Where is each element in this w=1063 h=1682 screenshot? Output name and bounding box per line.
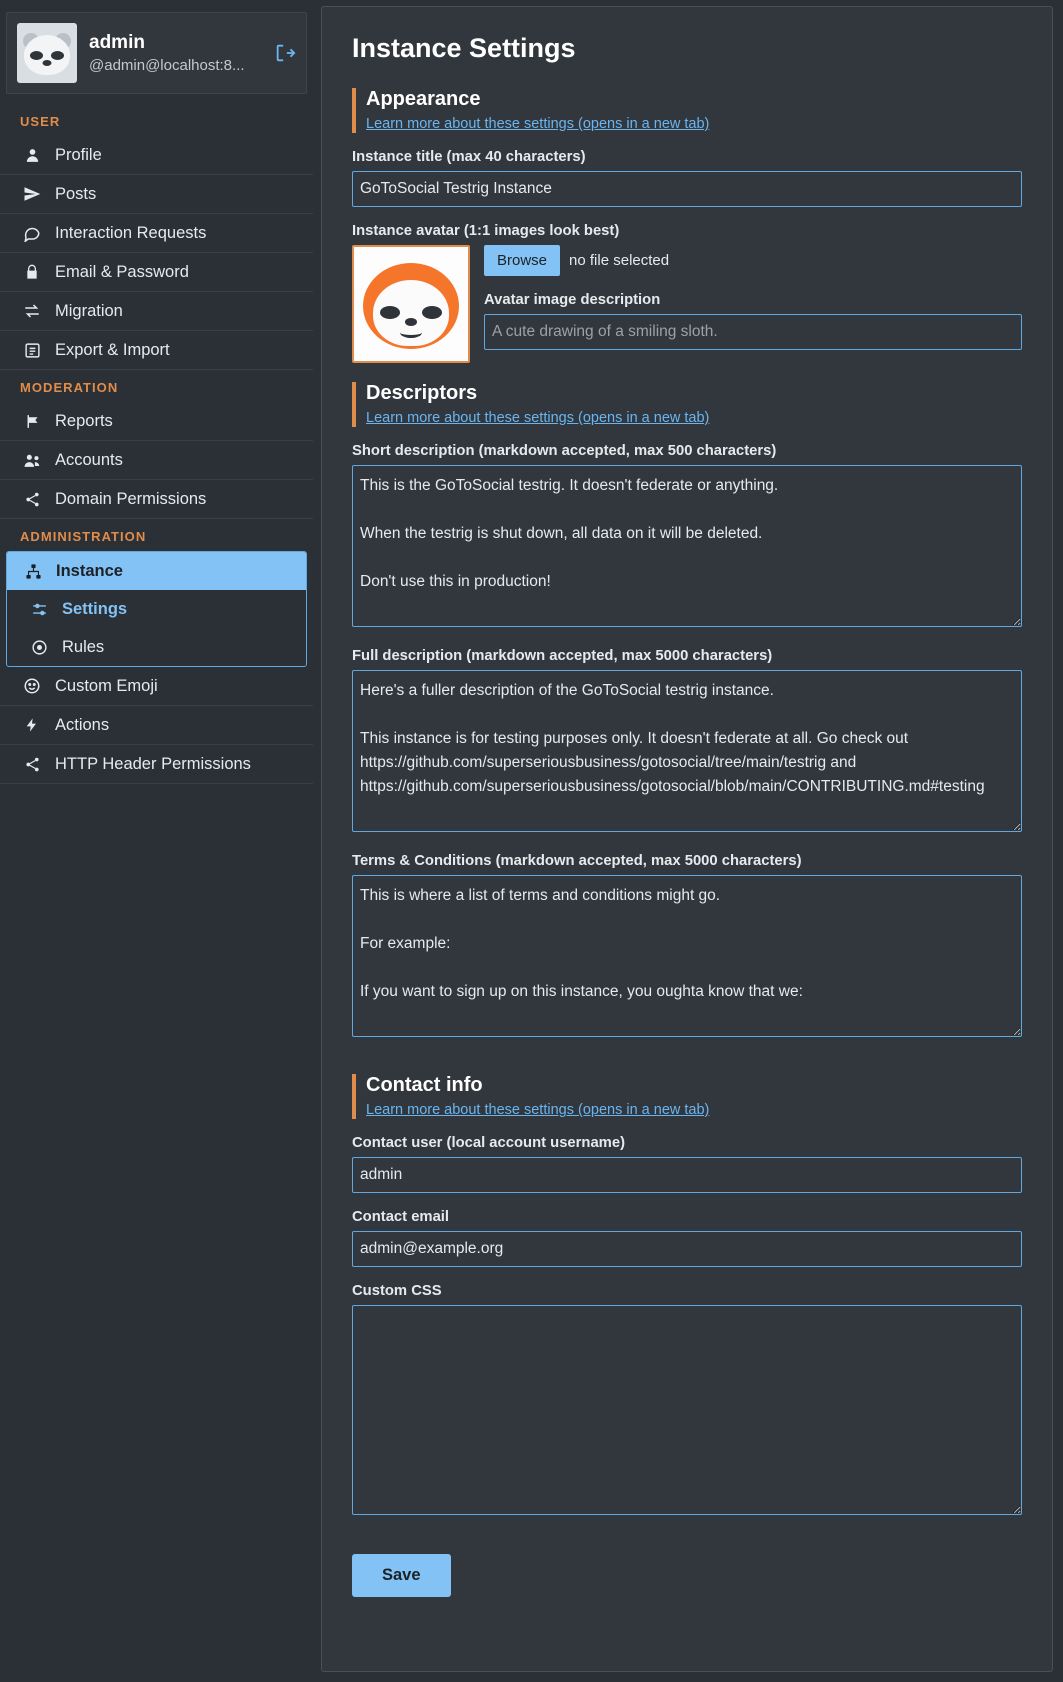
custom-css-field (352, 1283, 1022, 1520)
sidebar-item-label: Actions (55, 715, 110, 734)
contact-email-input[interactable] (352, 1231, 1022, 1267)
sidebar-item-label: Domain Permissions (55, 489, 207, 508)
instance-title-field (352, 149, 1022, 207)
nav-section-administration: ADMINISTRATION (20, 529, 147, 544)
full-description-textarea[interactable] (352, 670, 1022, 832)
sidebar-item-label: Custom Emoji (55, 676, 158, 695)
lock-icon (22, 262, 42, 282)
sidebar-item-label: HTTP Header Permissions (55, 754, 251, 773)
paper-plane-icon (22, 184, 42, 204)
archive-icon (22, 340, 42, 360)
account-name: admin (89, 31, 145, 53)
avatar-description-label: Avatar image description (484, 292, 661, 308)
sidebar-item-custom-emoji[interactable] (0, 667, 313, 706)
short-description-field (352, 443, 1022, 632)
comment-icon (22, 223, 42, 243)
sidebar-item-actions[interactable] (0, 706, 313, 745)
contact-user-field (352, 1135, 1022, 1193)
sidebar-item-reports[interactable] (0, 402, 313, 441)
sidebar-item-label: Instance (56, 561, 123, 580)
terms-conditions-textarea[interactable] (352, 875, 1022, 1037)
account-handle: @admin@localhost:8... (89, 57, 245, 75)
terms-conditions-field (352, 853, 1022, 1042)
full-description-label: Full description (markdown accepted, max 5000 characters) (352, 648, 773, 665)
sidebar-item-label: Email & Password (55, 262, 189, 281)
sidebar-item-label: Export & Import (55, 340, 170, 359)
appearance-learn-more-link[interactable]: Learn more about these settings (opens in a new tab) (366, 116, 710, 132)
nav-list-administration (0, 667, 313, 784)
sliders-icon (29, 599, 49, 619)
terms-conditions-label: Terms & Conditions (markdown accepted, max 5000 characters) (352, 853, 802, 870)
nav-section-moderation: MODERATION (20, 380, 119, 395)
sidebar-item-label: Posts (55, 184, 97, 203)
descriptors-heading: Descriptors (366, 382, 478, 404)
contact-user-label: Contact user (local account username) (352, 1135, 625, 1152)
sidebar-item-accounts[interactable] (0, 441, 313, 480)
avatar-description-field (484, 292, 1022, 350)
page-title: Instance Settings (352, 33, 576, 63)
share-nodes-icon (22, 754, 42, 774)
sidebar-item-profile[interactable] (0, 136, 313, 175)
custom-css-label: Custom CSS (352, 1283, 442, 1300)
contact-section-header (352, 1074, 1022, 1119)
contact-heading: Contact info (366, 1074, 483, 1097)
browse-button[interactable]: Browse (484, 245, 560, 276)
short-description-textarea[interactable] (352, 465, 1022, 627)
sitemap-icon (23, 561, 43, 581)
sidebar-item-label: Accounts (55, 450, 123, 469)
user-icon (22, 145, 42, 165)
instance-avatar-preview (352, 245, 470, 363)
instance-avatar-field (352, 223, 1022, 366)
file-status-label: no file selected (569, 252, 670, 269)
instance-avatar-label: Instance avatar (1:1 images look best) (352, 223, 620, 239)
sidebar-item-label: Profile (55, 145, 102, 164)
full-description-field (352, 648, 1022, 837)
account-text (89, 32, 262, 75)
contact-user-input[interactable] (352, 1157, 1022, 1193)
sidebar-subitem-label: Rules (62, 637, 105, 656)
contact-email-field (352, 1209, 1022, 1267)
sidebar-item-domain-permissions[interactable] (0, 480, 313, 519)
descriptors-learn-more-link[interactable]: Learn more about these settings (opens in a new tab) (366, 410, 710, 426)
instance-title-label: Instance title (max 40 characters) (352, 149, 586, 165)
share-nodes-icon (22, 489, 42, 509)
instance-settings-panel (321, 6, 1053, 1672)
instance-title-input[interactable] (352, 171, 1022, 207)
custom-css-textarea[interactable] (352, 1305, 1022, 1515)
appearance-section-header (352, 88, 1022, 133)
sidebar-item-http-header-permissions[interactable] (0, 745, 313, 784)
sidebar-item-posts[interactable] (0, 175, 313, 214)
circle-dot-icon (29, 637, 49, 657)
descriptors-section-header (352, 382, 1022, 427)
nav-list-user (0, 136, 313, 370)
short-description-label: Short description (markdown accepted, max 500 characters) (352, 443, 777, 459)
sidebar-item-instance[interactable] (7, 552, 306, 590)
appearance-heading: Appearance (366, 88, 481, 110)
flag-icon (22, 411, 42, 431)
sidebar-item-email-password[interactable] (0, 253, 313, 292)
sidebar-item-interaction-requests[interactable] (0, 214, 313, 253)
sidebar-item-export-import[interactable] (0, 331, 313, 370)
users-icon (22, 450, 42, 470)
sidebar-subitem-label: Settings (62, 599, 128, 618)
sidebar-item-migration[interactable] (0, 292, 313, 331)
sidebar-item-instance-settings[interactable] (7, 590, 306, 628)
avatar-description-input[interactable] (484, 314, 1022, 350)
logout-icon[interactable] (274, 42, 296, 64)
sidebar (0, 0, 313, 1682)
sidebar-item-label: Interaction Requests (55, 223, 207, 242)
sidebar-item-instance-rules[interactable] (7, 628, 306, 666)
contact-email-label: Contact email (352, 1209, 450, 1226)
sidebar-item-label: Reports (55, 411, 113, 430)
sidebar-group-instance (6, 551, 307, 667)
bolt-icon (22, 715, 42, 735)
sidebar-item-label: Migration (55, 301, 123, 320)
smile-icon (22, 676, 42, 696)
account-card[interactable] (6, 12, 307, 94)
avatar (17, 23, 77, 83)
exchange-icon (22, 301, 42, 321)
nav-section-user: USER (20, 114, 61, 129)
contact-learn-more-link[interactable]: Learn more about these settings (opens in a new tab) (366, 1102, 710, 1119)
nav-list-moderation (0, 402, 313, 519)
save-button[interactable]: Save (352, 1554, 451, 1597)
